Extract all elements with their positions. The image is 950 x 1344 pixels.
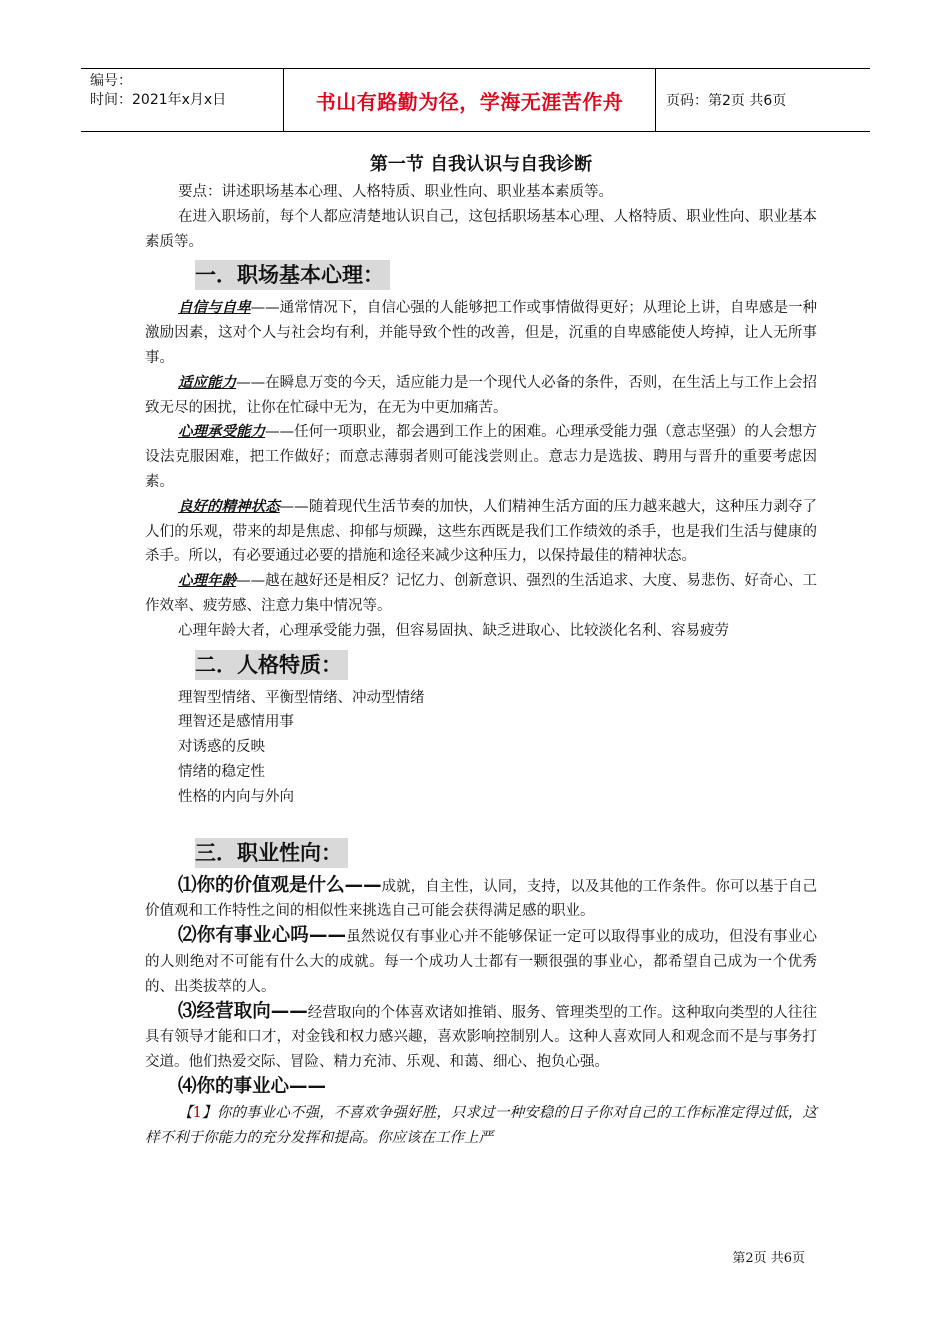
section3-item xyxy=(145,924,817,999)
item-lead: ⑵你有事业心吗—— xyxy=(178,925,347,947)
item-text: 成就，自主性，认同，支持，以及其他的工作条件。你可以基于自己价值观和工作特性之间的相似性来挑选自己可能会获得满足感的职业。 xyxy=(145,878,817,920)
note-close: 】 xyxy=(201,1104,217,1121)
section1-item xyxy=(145,296,817,370)
section1-item xyxy=(145,371,817,421)
page-footer: 第2页 共6页 xyxy=(732,1251,805,1266)
list-item: 理智型情绪、平衡型情绪、冲动型情绪 xyxy=(178,689,425,706)
list-item: 情绪的稳定性 xyxy=(178,763,265,780)
item-lead: ⑴你的价值观是什么—— xyxy=(178,874,382,896)
page-label: 页码：第2页 共6页 xyxy=(666,93,787,109)
note-text: 你的事业心不强，不喜欢争强好胜，只求过一种安稳的日子你对自己的工作标准定得过低，这样不利于你能力的充分发挥和提高。你应该在工作上严 xyxy=(145,1104,818,1146)
section3-heading: 三．职业性向： xyxy=(195,838,348,868)
item-text: 经营取向的个体喜欢诸如推销、服务、管理类型的工作。这种取向类型的人往往具有领导才能和口才，对金钱和权力感兴趣，喜欢影响控制别人。这种人喜欢同人和观念而不是与事务打交道。他们热爱交际、冒险、精力充沛、乐观、和蔼、细心、抱负心强。 xyxy=(145,1004,817,1071)
header-table xyxy=(81,68,870,132)
section3-heading-wrap xyxy=(145,838,817,868)
item-term: 良好的精神状态 xyxy=(178,497,280,515)
section3-item xyxy=(145,1075,817,1101)
item-term: 自信与自卑 xyxy=(178,299,251,317)
section1-item xyxy=(145,495,817,569)
item-lead: ⑶经营取向—— xyxy=(178,1000,308,1022)
intro-summary: 要点：讲述职场基本心理、人格特质、职业性向、职业基本素质等。 xyxy=(178,184,613,200)
section2-heading: 二．人格特质： xyxy=(195,650,348,680)
list-item: 对诱惑的反映 xyxy=(178,739,265,756)
section3-note xyxy=(145,1101,817,1151)
section1-heading-wrap xyxy=(145,260,817,290)
document-body xyxy=(145,150,817,1150)
item-text: ——随着现代生活节奏的加快，人们精神生活方面的压力越来越大，这种压力剥夺了人们的乐观，带来的却是焦虑、抑郁与烦躁，这些东西既是我们工作绩效的杀手，也是我们生活与健康的杀手。所以，有必要通过必要的措施和途径来减少这种压力，以保持最佳的精神状态。 xyxy=(145,498,818,565)
list-item: 性格的内向与外向 xyxy=(178,788,294,805)
item-text: ——在瞬息万变的今天，适应能力是一个现代人必备的条件，否则，在生活上与工作上会招致无尽的困扰，让你在忙碌中无为，在无为中更加痛苦。 xyxy=(145,374,818,416)
note-number: 1 xyxy=(192,1104,202,1121)
section1-item xyxy=(145,420,817,494)
motto: 书山有路勤为径，学海无涯苦作舟 xyxy=(315,89,624,114)
note-open: 【 xyxy=(178,1104,193,1121)
header-left-cell xyxy=(81,69,284,131)
item-text: 虽然说仅有事业心并不能够保证一定可以取得事业的成功，但没有事业心的人则绝对不可能有什么大的成就。每一个成功人士都有一颗很强的事业心，都希望自己成为一个优秀的、出类拔萃的人。 xyxy=(145,929,817,995)
item-lead: ⑷你的事业心—— xyxy=(178,1075,327,1097)
section3-item xyxy=(145,874,817,925)
section1-item xyxy=(145,569,817,619)
section2-heading-wrap xyxy=(145,650,817,680)
section3-item xyxy=(145,1000,817,1075)
item-term: 心理承受能力 xyxy=(178,423,266,441)
intro-paragraph: 在进入职场前，每个人都应清楚地认识自己，这包括职场基本心理、人格特质、职业性向、职业基本素质等。 xyxy=(145,208,817,250)
section1-extra: 心理年龄大者，心理承受能力强，但容易固执、缺乏进取心、比较淡化名利、容易疲劳 xyxy=(178,622,729,639)
list-item: 理智还是感情用事 xyxy=(178,714,294,731)
item-text: ——通常情况下，自信心强的人能够把工作或事情做得更好；从理论上讲，自卑感是一种激励因素，这对个人与社会均有利，并能导致个性的改善，但是，沉重的自卑感能使人垮掉，让人无所事事。 xyxy=(145,300,818,366)
header-page-cell xyxy=(656,69,870,131)
header-motto-cell xyxy=(284,69,656,131)
section2-list xyxy=(145,686,817,810)
date-label: 时间：2021年x月x日 xyxy=(90,92,227,108)
code-label: 编号： xyxy=(90,73,132,89)
item-term: 适应能力 xyxy=(178,373,237,391)
item-text: ——任何一项职业，都会遇到工作上的困难。心理承受能力强（意志坚强）的人会想方设法克服困难，把工作做好；而意志薄弱者则可能浅尝则止。意志力是选拔、聘用与晋升的重要考虑因素。 xyxy=(145,424,818,490)
section1-heading: 一．职场基本心理： xyxy=(195,260,390,290)
page-title: 第一节 自我认识与自我诊断 xyxy=(369,154,593,175)
item-text: ——越在越好还是相反？记忆力、创新意识、强烈的生活追求、大度、易悲伤、好奇心、工作效率、疲劳感、注意力集中情况等。 xyxy=(145,573,818,614)
item-term: 心理年龄 xyxy=(178,572,237,590)
